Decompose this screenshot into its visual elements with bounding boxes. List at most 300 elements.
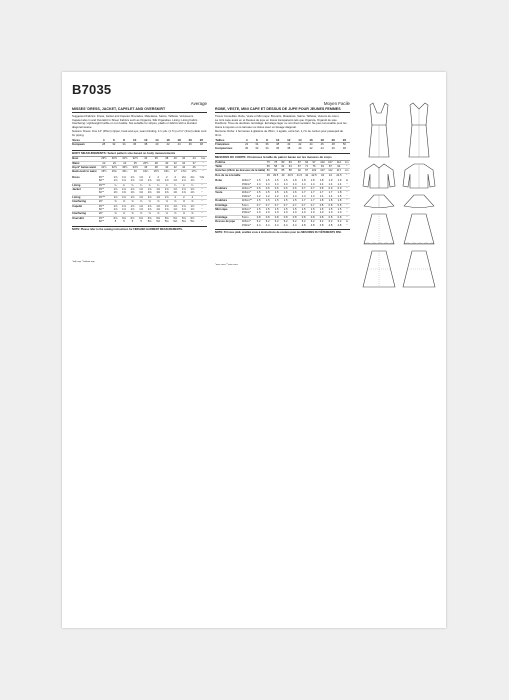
value-cell: 1.4 [274, 182, 279, 186]
unit-cell: " [201, 208, 203, 212]
value-cell: 0.8 [326, 203, 335, 207]
jacket-back-icon [402, 162, 436, 190]
value-cell: 92 [295, 169, 304, 173]
value-cell: 1.4 [265, 182, 270, 186]
value-cell: 0.8 [281, 215, 290, 219]
value-cell: 5⅛ [164, 220, 169, 224]
value-cell: 4.4 [265, 223, 270, 227]
size-cell: 34 [255, 143, 259, 147]
unit-cell: " [197, 187, 207, 191]
value-cell: 5 [114, 220, 117, 224]
row-label: Dessus de jupe [215, 220, 242, 224]
value-cell: 34 [144, 157, 148, 161]
unit-cell: " [201, 191, 203, 195]
capelet-back-icon [402, 193, 436, 209]
value-cell: 1⅜ [122, 191, 126, 195]
row-label: Dos de nu à la taille [215, 173, 265, 177]
value-cell: 1⅝ [122, 208, 126, 212]
row-label: Lining [72, 195, 99, 199]
unit-cell: " [344, 199, 350, 203]
note-en: NOTE: Please refer to the sewing instructions for FINISHED GARMENT MEASUREMENTS. [72, 226, 207, 231]
value-cell: 1.6 [281, 191, 290, 195]
value-cell: 1.0 [292, 211, 297, 215]
value-cell: 23 [109, 161, 119, 165]
value-cell: 1.0 [274, 211, 279, 215]
row-label: Veste [215, 191, 242, 195]
value-cell: 6⅝ [111, 216, 120, 220]
value-cell: 88 [286, 169, 295, 173]
size-cell: 38 [276, 143, 280, 147]
value-cell: 1⅝ [162, 187, 171, 191]
row-label: Taille [215, 164, 265, 168]
size-cell: 40 [298, 146, 302, 150]
row-label: Dress [72, 175, 80, 179]
dress-back-icon [404, 101, 434, 159]
value-cell: 28 [151, 161, 161, 165]
value-cell: 1.5 [290, 208, 299, 212]
jacket-front-icon [362, 162, 396, 190]
value-cell: 1.7 [317, 191, 326, 195]
value-cell: 1.5 [272, 199, 281, 203]
title-en: MISSES' DRESS, JACKET, CAPELET AND OVERSKIRT [72, 107, 207, 113]
value-cell: 6⅝ [154, 216, 163, 220]
value-cell: 0.7 [263, 203, 272, 207]
value-cell: 1⅝ [147, 179, 152, 183]
value-cell: 36 [141, 165, 151, 169]
value-cell: 1⅝ [190, 179, 195, 183]
value-cell: 44.5 [336, 173, 342, 177]
fabric-width: 45"* [98, 175, 104, 179]
unit-cell: " [197, 195, 207, 199]
value-cell: 0.8 [326, 215, 335, 219]
value-cell: 6⅝ [171, 216, 180, 220]
value-cell: 1.5 [254, 199, 263, 203]
value-cell: 1.5 [290, 199, 299, 203]
value-cell: 1⅝ [139, 179, 143, 183]
dress-figures [359, 101, 439, 159]
value-cell: 4.4 [274, 223, 279, 227]
value-cell: ⅝ [128, 200, 137, 204]
value-cell: 44 [178, 165, 188, 169]
value-cell: 107 [320, 169, 325, 173]
unit-cell: m [345, 220, 349, 224]
value-cell: 16¾ [162, 170, 172, 174]
value-cell: 6⅝ [188, 216, 197, 220]
size-system-label: European [72, 143, 85, 147]
value-cell: 0.7 [272, 203, 281, 207]
value-cell: 1.3 [283, 194, 288, 198]
value-cell: ⅝ [128, 212, 137, 216]
value-cell: 0.8 [317, 203, 326, 207]
value-cell: 1⅜ [156, 191, 161, 195]
value-cell: 1.5 [299, 208, 308, 212]
value-cell: 1.4 [292, 194, 297, 198]
fabric-width: 150cm* [241, 194, 252, 198]
value-cell: ⅝ [111, 200, 120, 204]
value-cell: ¾ [180, 183, 189, 187]
value-cell: 17¼ [189, 170, 199, 174]
value-cell: 1⅝ [111, 187, 120, 191]
size-cell: 46 [320, 143, 324, 147]
value-cell: 1⅝ [162, 204, 171, 208]
value-cell: 1.5 [283, 179, 288, 183]
value-cell: 1.4 [283, 182, 288, 186]
value-cell: ⅝ [180, 200, 189, 204]
value-cell: 1⅝ [122, 179, 126, 183]
value-cell: 1.7 [299, 191, 308, 195]
value-cell: 117 [334, 169, 343, 173]
value-cell: 1.8 [319, 179, 324, 183]
size-cell: 48 [199, 143, 203, 147]
footnote-en: *with nap **without nap [72, 260, 95, 263]
value-cell: 2 [180, 195, 189, 199]
value-cell: 1.0 [337, 211, 342, 215]
size-cell: 42 [166, 143, 170, 147]
value-cell: ⅝ [120, 212, 129, 216]
value-cell: 71 [305, 164, 309, 168]
value-cell: 40 [281, 173, 285, 177]
value-cell: ⅝ [154, 212, 163, 216]
value-cell: 6⅝ [128, 216, 137, 220]
value-cell: 1.5 [254, 191, 263, 195]
fabric-width: 45"* [99, 204, 112, 208]
value-cell: 1.5 [263, 208, 272, 212]
fabric-width: 115cm* [242, 220, 255, 224]
value-cell: 0.8 [317, 186, 326, 190]
unit-cell: " [344, 203, 350, 207]
value-cell: 1.7 [299, 199, 308, 203]
english-column [72, 101, 207, 263]
value-cell: 4.4 [283, 223, 288, 227]
table-row [215, 173, 350, 177]
mercerie-fr: Mercerie: Robe: 1 fermeture à glissière de 35cm, 1 agrafe, extra fort, 1,7m de cordon pour passepoil de 3mm. [215, 129, 344, 137]
value-cell: 1⅝ [147, 208, 152, 212]
value-cell: 1.4 [319, 182, 324, 186]
value-cell: 75 [266, 160, 270, 164]
value-cell: 1⅝ [154, 195, 163, 199]
value-cell: 37 [189, 161, 199, 165]
value-cell: 1⅝ [111, 195, 120, 199]
value-cell: 67 [295, 164, 304, 168]
capelet-figures [359, 193, 439, 209]
value-cell: 1⅝ [145, 204, 154, 208]
size-cell: 46 [331, 146, 335, 150]
value-cell: 30½ [111, 157, 117, 161]
jacket-figures [359, 162, 439, 190]
value-cell: 6.2 [263, 220, 272, 224]
value-cell: 1.2 [265, 194, 270, 198]
value-cell: 102 [309, 169, 318, 173]
value-cell: 40.5 [287, 173, 293, 177]
fabric-width: 51cm [242, 203, 255, 207]
body-heading-en: BODY MEASUREMENTS: Select pattern size based on body measurements [72, 150, 207, 158]
size-header-fr: Moyen Facile [323, 101, 350, 106]
value-cell: ⅝ [120, 200, 129, 204]
value-cell: 2 [165, 175, 168, 179]
size-cell: 40 [287, 143, 291, 147]
value-cell: 1⅝ [113, 208, 118, 212]
value-cell: ¾ [188, 183, 197, 187]
value-cell: 1⅝ [120, 187, 129, 191]
value-cell: ⅝ [145, 212, 154, 216]
capelet-note-en: Capelet also in and Overskirt in Sheer Fabrics such as Organza, Silk Organdies. Lining: Lining Fabric. Interfacing: Lightweight fusible or non-fusible. Not suitable for stripes, plaids or fabrics with a decided diagonal weave. [72, 117, 199, 129]
row-label: Doublure [215, 186, 242, 190]
size-cell: 10 [272, 138, 283, 143]
value-cell: 76 [309, 164, 318, 168]
value-cell: 0.8 [299, 215, 308, 219]
value-cell: 6.2 [326, 220, 335, 224]
value-cell: 6⅝ [162, 216, 171, 220]
fabric-width: 150cm* [241, 223, 252, 227]
value-cell: 1.4 [310, 182, 315, 186]
fabrics-en: Suggested Fabrics: Dress, Jacket and Capelet: Brocades, Matelasse, Satins, Taffetas, Velveteens. [72, 113, 194, 118]
fabric-width: 20" [99, 200, 112, 204]
unit-cell: " [197, 212, 207, 216]
size-cell: 44 [177, 143, 181, 147]
size-system-label: Françaises [215, 143, 230, 147]
value-cell: 1⅝ [130, 208, 135, 212]
size-cell: 30 [245, 146, 249, 150]
value-cell: 34 [178, 161, 188, 165]
value-cell: 42 [173, 165, 177, 169]
yardage-table-en [72, 176, 207, 224]
value-cell: 0.7 [299, 186, 308, 190]
value-cell: 1.0 [319, 211, 324, 215]
value-cell: 1.4 [319, 194, 324, 198]
value-cell: 1⅜ [173, 191, 178, 195]
unit-cell: " [344, 186, 350, 190]
value-cell: 24 [120, 161, 130, 165]
fabric-width: 115cm** [242, 199, 255, 203]
size-cell: 42 [298, 143, 302, 147]
value-cell: 4.8 [328, 223, 333, 227]
value-cell: 33½ [120, 165, 130, 169]
size-cell: 36 [265, 143, 269, 147]
row-label: Poitrine [215, 160, 226, 164]
size-table-fr [215, 138, 350, 150]
fabric-width: 115cm* [241, 179, 251, 183]
value-cell: ¾ [145, 183, 154, 187]
value-cell: 87 [326, 164, 334, 168]
value-cell: 1⅝ [145, 195, 154, 199]
value-cell: 15½ [99, 170, 109, 174]
size-cell: 48 [342, 146, 346, 150]
value-cell: 2 [148, 175, 151, 179]
unit-cell: " [343, 164, 350, 168]
row-label: Jacket [72, 187, 99, 191]
value-cell: 4.4 [292, 223, 297, 227]
value-cell: 58 [271, 164, 280, 168]
value-cell: 1.5 [274, 179, 279, 183]
value-cell: 0.6 [290, 186, 299, 190]
value-cell: 1⅜ [190, 191, 195, 195]
value-cell: 1⅝ [122, 175, 126, 179]
value-cell: 6⅝ [180, 216, 189, 220]
value-cell: 6.2 [290, 220, 299, 224]
value-cell: 102 [320, 160, 325, 164]
french-column [215, 101, 350, 266]
value-cell: 1.9 [328, 179, 333, 183]
unit-cell: " [344, 208, 350, 212]
value-cell: 80 [266, 169, 270, 173]
value-cell: 15¾ [109, 170, 119, 174]
value-cell: 1⅝ [137, 187, 146, 191]
value-cell: 1⅜ [139, 191, 143, 195]
value-cell: 1.5 [335, 208, 344, 212]
value-cell: 1.5 [263, 191, 272, 195]
fabric-width: 45"** [99, 183, 112, 187]
row-label: Entoilage [215, 215, 242, 219]
value-cell: 2⅛ [181, 175, 186, 179]
value-cell: 1.4 [301, 194, 306, 198]
skirt-overlay-back-icon [402, 249, 436, 289]
size-cell: 22 [245, 143, 249, 147]
value-cell: ⅝ [162, 212, 171, 216]
value-cell: 1⅝ [145, 187, 154, 191]
value-cell: 16¼ [141, 170, 151, 174]
value-cell: 4.4 [256, 223, 261, 227]
value-cell: 1.0 [256, 211, 261, 215]
value-cell: 1.8 [301, 179, 306, 183]
value-cell: 34½ [130, 165, 140, 169]
value-cell: 25 [130, 161, 140, 165]
value-cell: 44 [192, 157, 196, 161]
unit-cell: " [199, 161, 207, 165]
value-cell: 1.5 [256, 179, 261, 183]
row-label: Capelet [72, 204, 99, 208]
size-cell: 20 [185, 138, 196, 143]
value-cell: 43 [319, 173, 327, 177]
size-cell: 10 [129, 138, 140, 143]
note-fr: NOTE: S'il vous plaît, veuillez vous à instructions de couture pour les MESURES DU VÊTEMENTS FINI. [215, 229, 350, 234]
value-cell: 1.8 [326, 199, 335, 203]
value-cell: 1.2 [256, 194, 261, 198]
value-cell: 0.7 [299, 203, 308, 207]
size-cell: 38 [144, 143, 148, 147]
value-cell: 38 [151, 165, 161, 169]
value-cell: 1⅝ [137, 204, 146, 208]
value-cell: ¾ [137, 183, 146, 187]
value-cell: 1⅝ [156, 179, 161, 183]
value-cell: 6⅝ [145, 216, 154, 220]
value-cell: 1⅝ [188, 204, 197, 208]
value-cell: 5⅛ [156, 220, 161, 224]
value-cell: 1⅝ [128, 195, 137, 199]
value-cell: 0.7 [254, 203, 263, 207]
table-row [72, 143, 207, 147]
value-cell: 41.5 [296, 173, 302, 177]
fabric-width: 60"* [98, 220, 104, 224]
value-cell: 1⅝ [111, 204, 120, 208]
value-cell: 1.0 [310, 211, 315, 215]
size-cell: 44 [309, 143, 313, 147]
value-cell: 61 [281, 164, 285, 168]
unit-cell: " [346, 182, 348, 186]
value-cell: 6.2 [317, 220, 326, 224]
size-cell: 18 [317, 138, 328, 143]
value-cell: 1.4 [256, 182, 261, 186]
value-cell: ⅝ [171, 200, 180, 204]
footnote-fr: *avec sens **sans sens [215, 264, 238, 267]
value-cell: 5 [131, 220, 134, 224]
value-cell: 92 [305, 160, 309, 164]
unit-cell: " [197, 204, 207, 208]
table-row [215, 147, 350, 150]
unit-cell: " [197, 183, 207, 187]
value-cell: 39 [266, 173, 270, 177]
size-cell: 4 [99, 138, 109, 143]
row-label: Doublure [215, 199, 242, 203]
value-cell: 6.2 [335, 220, 344, 224]
value-cell: 1.0 [265, 211, 270, 215]
value-cell: 1.5 [308, 208, 317, 212]
value-cell: 17⅛ [178, 170, 188, 174]
value-cell: 1.5 [337, 194, 342, 198]
value-cell: 4.8 [337, 223, 342, 227]
value-cell: 0.6 [254, 186, 263, 190]
value-cell: 4.8 [310, 223, 315, 227]
value-cell: 1⅝ [181, 179, 186, 183]
value-cell: ¾ [154, 183, 163, 187]
row-label [72, 220, 99, 223]
row-label: Mini cape [215, 208, 242, 212]
value-cell: 30 [162, 161, 172, 165]
value-cell: 0.7 [290, 203, 299, 207]
value-cell: 32 [173, 161, 177, 165]
garment-illustrations [359, 101, 439, 292]
value-cell: 1⅝ [156, 208, 161, 212]
unit-cell: " [201, 220, 203, 224]
value-cell: 17 [173, 170, 177, 174]
value-cell: 5 [123, 220, 125, 224]
yardage-table-fr [215, 179, 350, 227]
value-cell: 1⅝ [190, 208, 195, 212]
unit-cell: " [346, 211, 348, 215]
value-cell: 1.4 [301, 182, 306, 186]
value-cell: 26½ [141, 161, 151, 165]
value-cell: 6.2 [299, 220, 308, 224]
value-cell: ⅝ [188, 200, 197, 204]
value-cell: 5⅛ [181, 220, 186, 224]
value-cell: 42 [182, 157, 186, 161]
value-cell: 1⅝ [171, 187, 180, 191]
size-cell: 40 [155, 143, 159, 147]
value-cell: 56 [266, 164, 270, 168]
value-cell: 1⅝ [181, 208, 186, 212]
fabric-width: 45"* [99, 216, 112, 220]
value-cell: 2 [188, 195, 197, 199]
value-cell: 1.5 [281, 208, 290, 212]
fabric-width: 115cm* [242, 208, 255, 212]
size-cell: 38 [287, 146, 291, 150]
value-cell: 1⅝ [171, 204, 180, 208]
value-cell: 1⅜ [130, 191, 135, 195]
value-cell: 1⅜ [147, 191, 152, 195]
value-cell: 2⅛ [190, 175, 195, 179]
value-cell: 38 [165, 157, 169, 161]
value-cell: 2 [174, 175, 177, 179]
value-cell: 94 [334, 164, 343, 168]
size-cell: 4 [242, 138, 252, 143]
row-label: Waist [72, 161, 99, 165]
value-cell: 1⅝ [137, 195, 146, 199]
title-fr: ROBE, VESTE, MINI CAPE ET DESSUS DE JUPE POUR JEUNES FEMMES [215, 107, 350, 113]
value-cell: 0.9 [335, 186, 344, 190]
unit-cell: cm [344, 169, 349, 173]
value-cell: ¾ [162, 183, 171, 187]
value-cell: 4.8 [301, 223, 306, 227]
unit-cell: " [343, 173, 350, 177]
